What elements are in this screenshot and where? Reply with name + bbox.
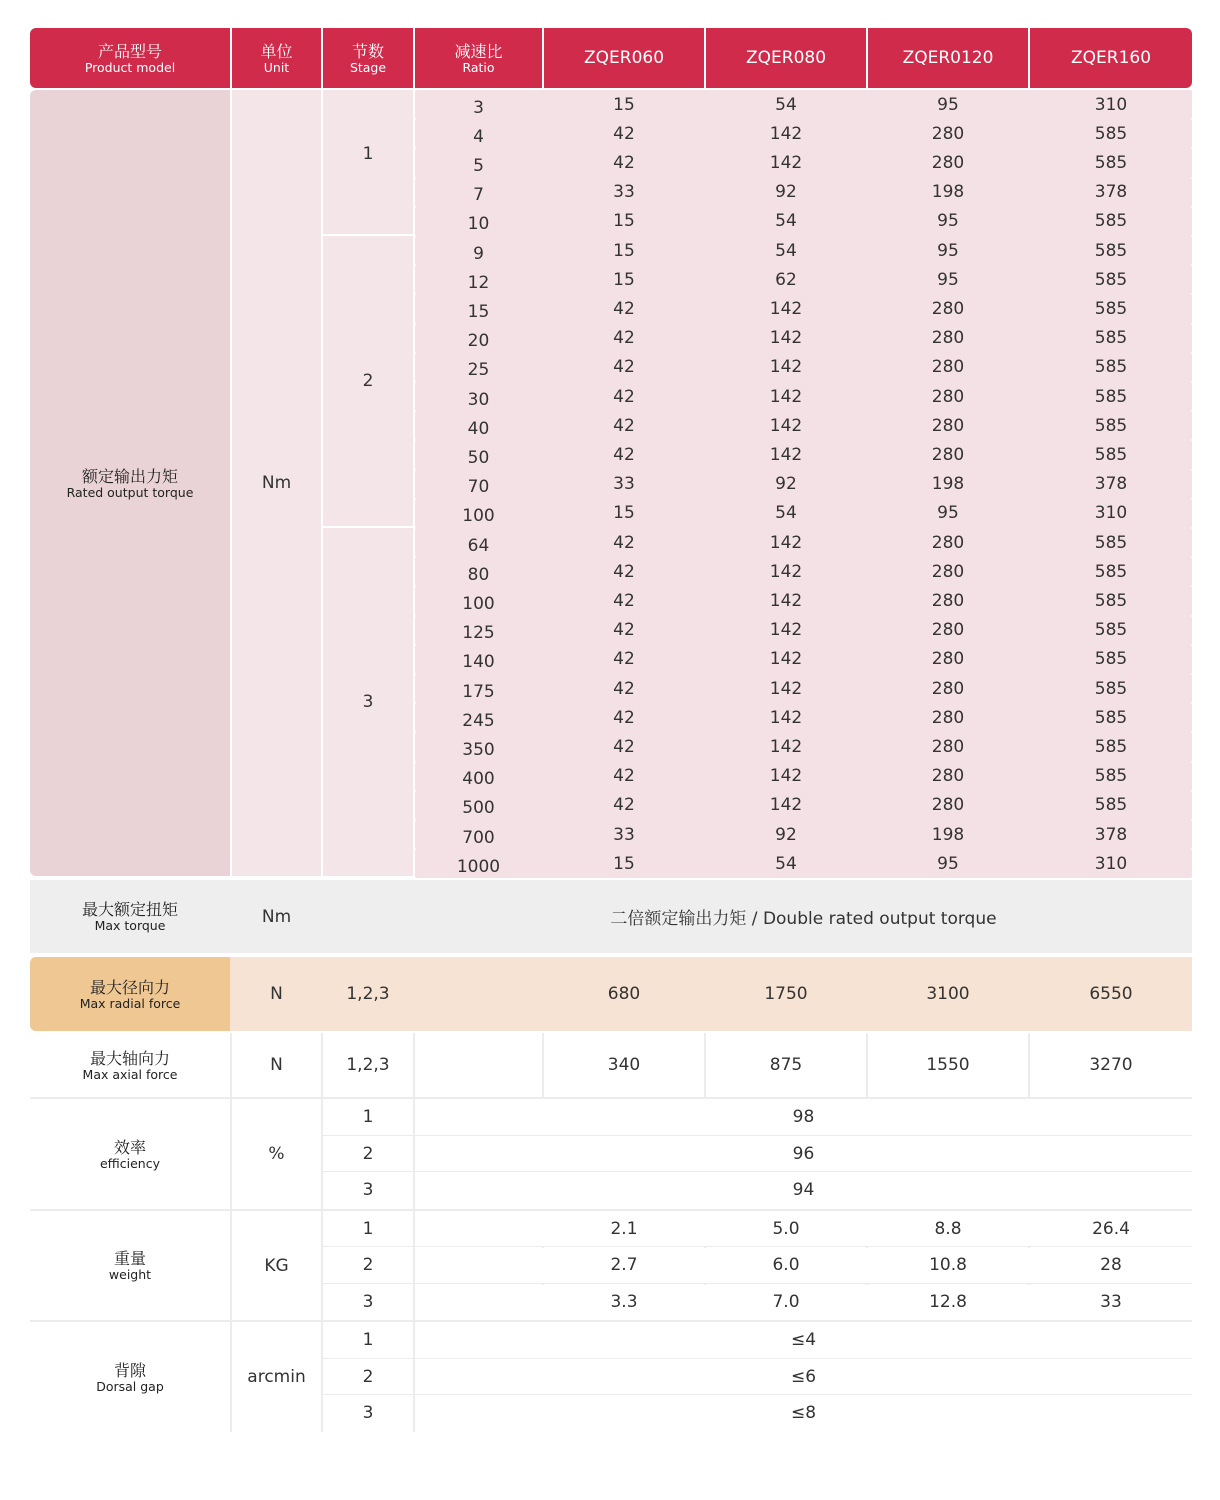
column-divider xyxy=(704,1033,706,1097)
torque-value: 280 xyxy=(931,532,965,553)
torque-value: 142 xyxy=(769,444,803,465)
torque-value: 33 xyxy=(613,182,635,203)
torque-value: 42 xyxy=(613,152,635,173)
torque-value: 142 xyxy=(769,766,803,787)
torque-value: 42 xyxy=(613,561,635,582)
header-stage-cn: 节数 xyxy=(351,41,384,61)
ratio-cell: 20 xyxy=(467,331,490,352)
rated-torque-label-cn: 额定输出力矩 xyxy=(81,466,178,486)
torque-value: 42 xyxy=(613,766,635,787)
torque-value: 585 xyxy=(1094,766,1128,787)
backlash-value: ≤6 xyxy=(415,1359,1192,1395)
backlash-value: ≤4 xyxy=(415,1322,1192,1358)
torque-value: 142 xyxy=(769,152,803,173)
torque-value: 585 xyxy=(1094,328,1128,349)
torque-value: 42 xyxy=(613,590,635,611)
torque-value: 95 xyxy=(937,94,959,115)
torque-value: 42 xyxy=(613,795,635,816)
torque-value: 95 xyxy=(937,503,959,524)
torque-value: 54 xyxy=(775,853,797,874)
max-torque-label-cn: 最大额定扭矩 xyxy=(81,900,178,920)
max-radial-value: 3100 xyxy=(868,957,1028,1031)
torque-value: 585 xyxy=(1094,532,1128,553)
ratio-cell: 3 xyxy=(473,97,484,118)
backlash-unit: arcmin xyxy=(232,1322,321,1432)
ratio-cell: 1000 xyxy=(456,856,501,877)
max-radial-unit: N xyxy=(232,957,321,1031)
ratio-cell: 700 xyxy=(462,827,495,848)
max-radial-value: 6550 xyxy=(1030,957,1192,1031)
backlash-stage: 3 xyxy=(323,1395,413,1431)
weight-label xyxy=(30,1211,230,1321)
torque-value: 42 xyxy=(613,532,635,553)
ratio-cell: 15 xyxy=(467,301,490,322)
header-divider xyxy=(866,28,868,88)
backlash-label-cn: 背隙 xyxy=(113,1360,146,1380)
torque-value: 280 xyxy=(931,561,965,582)
weight-value: 33 xyxy=(1030,1284,1192,1320)
torque-value: 280 xyxy=(931,795,965,816)
torque-value: 142 xyxy=(769,561,803,582)
torque-value: 42 xyxy=(613,123,635,144)
header-divider xyxy=(1028,28,1030,88)
header-ratio-cn: 减速比 xyxy=(454,41,503,61)
efficiency-stage: 3 xyxy=(323,1172,413,1208)
max-radial-stage: 1,2,3 xyxy=(323,957,413,1031)
torque-value: 585 xyxy=(1094,269,1128,290)
efficiency-label-cn: 效率 xyxy=(113,1137,146,1157)
ratio-cell: 30 xyxy=(467,389,490,410)
weight-stage: 2 xyxy=(323,1247,413,1283)
efficiency-value: 96 xyxy=(415,1136,1192,1172)
stage-cell: 2 xyxy=(323,236,413,526)
torque-value: 42 xyxy=(613,620,635,641)
max-torque-label xyxy=(30,880,230,953)
header-divider xyxy=(230,28,232,88)
weight-value: 3.3 xyxy=(544,1284,704,1320)
header-unit-en: Unit xyxy=(263,59,290,75)
backlash-label-en: Dorsal gap xyxy=(96,1378,164,1394)
torque-value: 142 xyxy=(769,649,803,670)
torque-value: 142 xyxy=(769,736,803,757)
torque-value: 198 xyxy=(931,474,965,495)
torque-value: 585 xyxy=(1094,795,1128,816)
torque-value: 585 xyxy=(1094,444,1128,465)
ratio-cell: 64 xyxy=(467,535,490,556)
header-divider xyxy=(321,28,323,88)
torque-value: 142 xyxy=(769,532,803,553)
torque-value: 33 xyxy=(613,824,635,845)
header-model: ZQER080 xyxy=(745,48,827,68)
weight-unit: KG xyxy=(232,1211,321,1321)
header-ratio xyxy=(415,28,542,88)
torque-value: 280 xyxy=(931,736,965,757)
header-model: ZQER060 xyxy=(583,48,665,68)
torque-value: 15 xyxy=(613,240,635,261)
weight-value: 2.1 xyxy=(544,1211,704,1247)
column-divider xyxy=(230,1033,232,1432)
torque-value: 42 xyxy=(613,415,635,436)
weight-stage: 3 xyxy=(323,1284,413,1320)
torque-value: 142 xyxy=(769,386,803,407)
max-radial-label xyxy=(30,957,230,1031)
torque-value: 280 xyxy=(931,328,965,349)
torque-value: 142 xyxy=(769,678,803,699)
efficiency-unit: % xyxy=(232,1099,321,1209)
header-stage xyxy=(323,28,413,88)
torque-value: 585 xyxy=(1094,386,1128,407)
ratio-cell: 100 xyxy=(462,593,495,614)
weight-value: 7.0 xyxy=(706,1284,866,1320)
weight-value: 2.7 xyxy=(544,1247,704,1283)
torque-value: 95 xyxy=(937,853,959,874)
efficiency-value: 94 xyxy=(415,1172,1192,1208)
torque-value: 280 xyxy=(931,123,965,144)
header-unit xyxy=(232,28,321,88)
ratio-cell: 100 xyxy=(462,506,495,527)
torque-value: 585 xyxy=(1094,620,1128,641)
torque-value: 42 xyxy=(613,298,635,319)
torque-value: 142 xyxy=(769,415,803,436)
torque-value: 142 xyxy=(769,357,803,378)
torque-value: 142 xyxy=(769,123,803,144)
max-axial-label-cn: 最大轴向力 xyxy=(89,1048,170,1068)
header-divider xyxy=(413,28,415,88)
ratio-cell: 140 xyxy=(462,652,495,673)
torque-value: 585 xyxy=(1094,707,1128,728)
ratio-cell: 12 xyxy=(467,272,490,293)
weight-value: 10.8 xyxy=(868,1247,1028,1283)
efficiency-label xyxy=(30,1099,230,1209)
weight-value: 5.0 xyxy=(706,1211,866,1247)
max-radial-label-en: Max radial force xyxy=(79,995,181,1011)
torque-value: 95 xyxy=(937,211,959,232)
torque-value: 280 xyxy=(931,590,965,611)
efficiency-stage: 1 xyxy=(323,1099,413,1135)
max-torque-unit: Nm xyxy=(232,880,321,953)
torque-value: 62 xyxy=(775,269,797,290)
max-radial-value: 1750 xyxy=(706,957,866,1031)
efficiency-value: 98 xyxy=(415,1099,1192,1135)
rated-torque-label xyxy=(30,90,230,876)
torque-value: 42 xyxy=(613,736,635,757)
torque-value: 585 xyxy=(1094,152,1128,173)
column-divider xyxy=(413,1033,415,1432)
torque-value: 15 xyxy=(613,269,635,290)
torque-value: 585 xyxy=(1094,415,1128,436)
torque-value: 280 xyxy=(931,386,965,407)
torque-value: 42 xyxy=(613,678,635,699)
ratio-cell: 50 xyxy=(467,447,490,468)
backlash-label xyxy=(30,1322,230,1432)
max-axial-label xyxy=(30,1033,230,1097)
torque-value: 42 xyxy=(613,328,635,349)
ratio-cell: 10 xyxy=(467,214,490,235)
max-radial-label-cn: 最大径向力 xyxy=(89,977,170,997)
torque-value: 15 xyxy=(613,503,635,524)
torque-value: 378 xyxy=(1094,474,1128,495)
header-product-model-en: Product model xyxy=(84,59,176,75)
torque-value: 142 xyxy=(769,298,803,319)
header-divider xyxy=(542,28,544,88)
rated-torque-unit: Nm xyxy=(232,90,321,876)
torque-value: 142 xyxy=(769,620,803,641)
stage-cell: 1 xyxy=(323,90,413,234)
max-torque-label-en: Max torque xyxy=(94,918,166,934)
torque-value: 92 xyxy=(775,182,797,203)
torque-value: 585 xyxy=(1094,561,1128,582)
ratio-cell: 7 xyxy=(473,185,484,206)
header-stage-en: Stage xyxy=(349,59,387,75)
ratio-cell: 500 xyxy=(462,798,495,819)
torque-value: 33 xyxy=(613,474,635,495)
ratio-cell: 350 xyxy=(462,739,495,760)
ratio-cell: 80 xyxy=(467,564,490,585)
backlash-value: ≤8 xyxy=(415,1395,1192,1431)
header-model: ZQER160 xyxy=(1070,48,1152,68)
torque-value: 585 xyxy=(1094,211,1128,232)
ratio-cell: 9 xyxy=(473,243,484,264)
torque-value: 378 xyxy=(1094,824,1128,845)
torque-value: 280 xyxy=(931,620,965,641)
torque-value: 15 xyxy=(613,211,635,232)
ratio-cell: 5 xyxy=(473,155,484,176)
torque-value: 310 xyxy=(1094,94,1128,115)
torque-value: 280 xyxy=(931,415,965,436)
max-axial-label-en: Max axial force xyxy=(82,1066,178,1082)
torque-value: 585 xyxy=(1094,298,1128,319)
max-axial-stage: 1,2,3 xyxy=(323,1033,413,1097)
efficiency-label-en: efficiency xyxy=(99,1155,160,1171)
weight-stage: 1 xyxy=(323,1211,413,1247)
max-axial-value: 875 xyxy=(706,1033,866,1097)
weight-label-en: weight xyxy=(108,1267,152,1283)
torque-value: 280 xyxy=(931,152,965,173)
torque-value: 95 xyxy=(937,269,959,290)
torque-value: 142 xyxy=(769,590,803,611)
header-divider xyxy=(704,28,706,88)
ratio-cell: 175 xyxy=(462,681,495,702)
torque-value: 142 xyxy=(769,707,803,728)
torque-value: 95 xyxy=(937,240,959,261)
torque-value: 54 xyxy=(775,94,797,115)
efficiency-stage: 2 xyxy=(323,1136,413,1172)
torque-value: 585 xyxy=(1094,123,1128,144)
column-divider xyxy=(1028,1033,1030,1097)
ratio-cell: 400 xyxy=(462,769,495,790)
torque-value: 42 xyxy=(613,649,635,670)
torque-value: 280 xyxy=(931,444,965,465)
max-axial-unit: N xyxy=(232,1033,321,1097)
weight-value: 6.0 xyxy=(706,1247,866,1283)
torque-value: 42 xyxy=(613,444,635,465)
column-divider xyxy=(321,1033,323,1432)
torque-value: 310 xyxy=(1094,853,1128,874)
ratio-cell: 25 xyxy=(467,360,490,381)
stage-cell: 3 xyxy=(323,528,413,876)
header-ratio-en: Ratio xyxy=(462,59,495,75)
max-torque-stage xyxy=(323,880,413,953)
torque-value: 585 xyxy=(1094,678,1128,699)
torque-value: 280 xyxy=(931,766,965,787)
ratio-cell: 4 xyxy=(473,126,484,147)
torque-value: 585 xyxy=(1094,649,1128,670)
weight-ratio xyxy=(415,1284,542,1320)
max-axial-value: 340 xyxy=(544,1033,704,1097)
torque-value: 15 xyxy=(613,94,635,115)
torque-value: 280 xyxy=(931,649,965,670)
torque-value: 92 xyxy=(775,824,797,845)
max-axial-value: 1550 xyxy=(868,1033,1028,1097)
torque-value: 378 xyxy=(1094,182,1128,203)
torque-value: 585 xyxy=(1094,736,1128,757)
weight-label-cn: 重量 xyxy=(113,1249,146,1269)
weight-ratio xyxy=(415,1247,542,1283)
torque-value: 142 xyxy=(769,795,803,816)
backlash-stage: 2 xyxy=(323,1359,413,1395)
torque-value: 42 xyxy=(613,386,635,407)
torque-value: 585 xyxy=(1094,240,1128,261)
weight-value: 26.4 xyxy=(1030,1211,1192,1247)
torque-value: 198 xyxy=(931,182,965,203)
header-model: ZQER0120 xyxy=(902,48,994,68)
max-radial-value: 680 xyxy=(544,957,704,1031)
weight-ratio xyxy=(415,1211,542,1247)
torque-value: 54 xyxy=(775,211,797,232)
torque-value: 280 xyxy=(931,298,965,319)
header-unit-cn: 单位 xyxy=(260,41,293,61)
header-product-model xyxy=(30,28,230,88)
ratio-cell: 70 xyxy=(467,477,490,498)
torque-value: 198 xyxy=(931,824,965,845)
rated-torque-label-en: Rated output torque xyxy=(66,484,194,500)
header-product-model-cn: 产品型号 xyxy=(97,41,162,61)
torque-value: 280 xyxy=(931,357,965,378)
max-torque-value: 二倍额定输出力矩 / Double rated output torque xyxy=(415,880,1192,953)
torque-value: 310 xyxy=(1094,503,1128,524)
max-axial-value: 3270 xyxy=(1030,1033,1192,1097)
torque-value: 92 xyxy=(775,474,797,495)
max-axial-ratio xyxy=(415,1033,542,1097)
torque-value: 280 xyxy=(931,678,965,699)
torque-value: 585 xyxy=(1094,590,1128,611)
weight-value: 28 xyxy=(1030,1247,1192,1283)
torque-value: 280 xyxy=(931,707,965,728)
ratio-cell: 125 xyxy=(462,623,495,644)
torque-value: 585 xyxy=(1094,357,1128,378)
column-divider xyxy=(866,1033,868,1097)
torque-value: 142 xyxy=(769,328,803,349)
torque-value: 15 xyxy=(613,853,635,874)
max-radial-ratio xyxy=(415,957,542,1031)
backlash-stage: 1 xyxy=(323,1322,413,1358)
torque-value: 42 xyxy=(613,707,635,728)
torque-value: 54 xyxy=(775,503,797,524)
column-divider xyxy=(542,1033,544,1097)
torque-value: 54 xyxy=(775,240,797,261)
ratio-cell: 40 xyxy=(467,418,490,439)
weight-value: 12.8 xyxy=(868,1284,1028,1320)
torque-value: 42 xyxy=(613,357,635,378)
weight-value: 8.8 xyxy=(868,1211,1028,1247)
ratio-cell: 245 xyxy=(462,710,495,731)
